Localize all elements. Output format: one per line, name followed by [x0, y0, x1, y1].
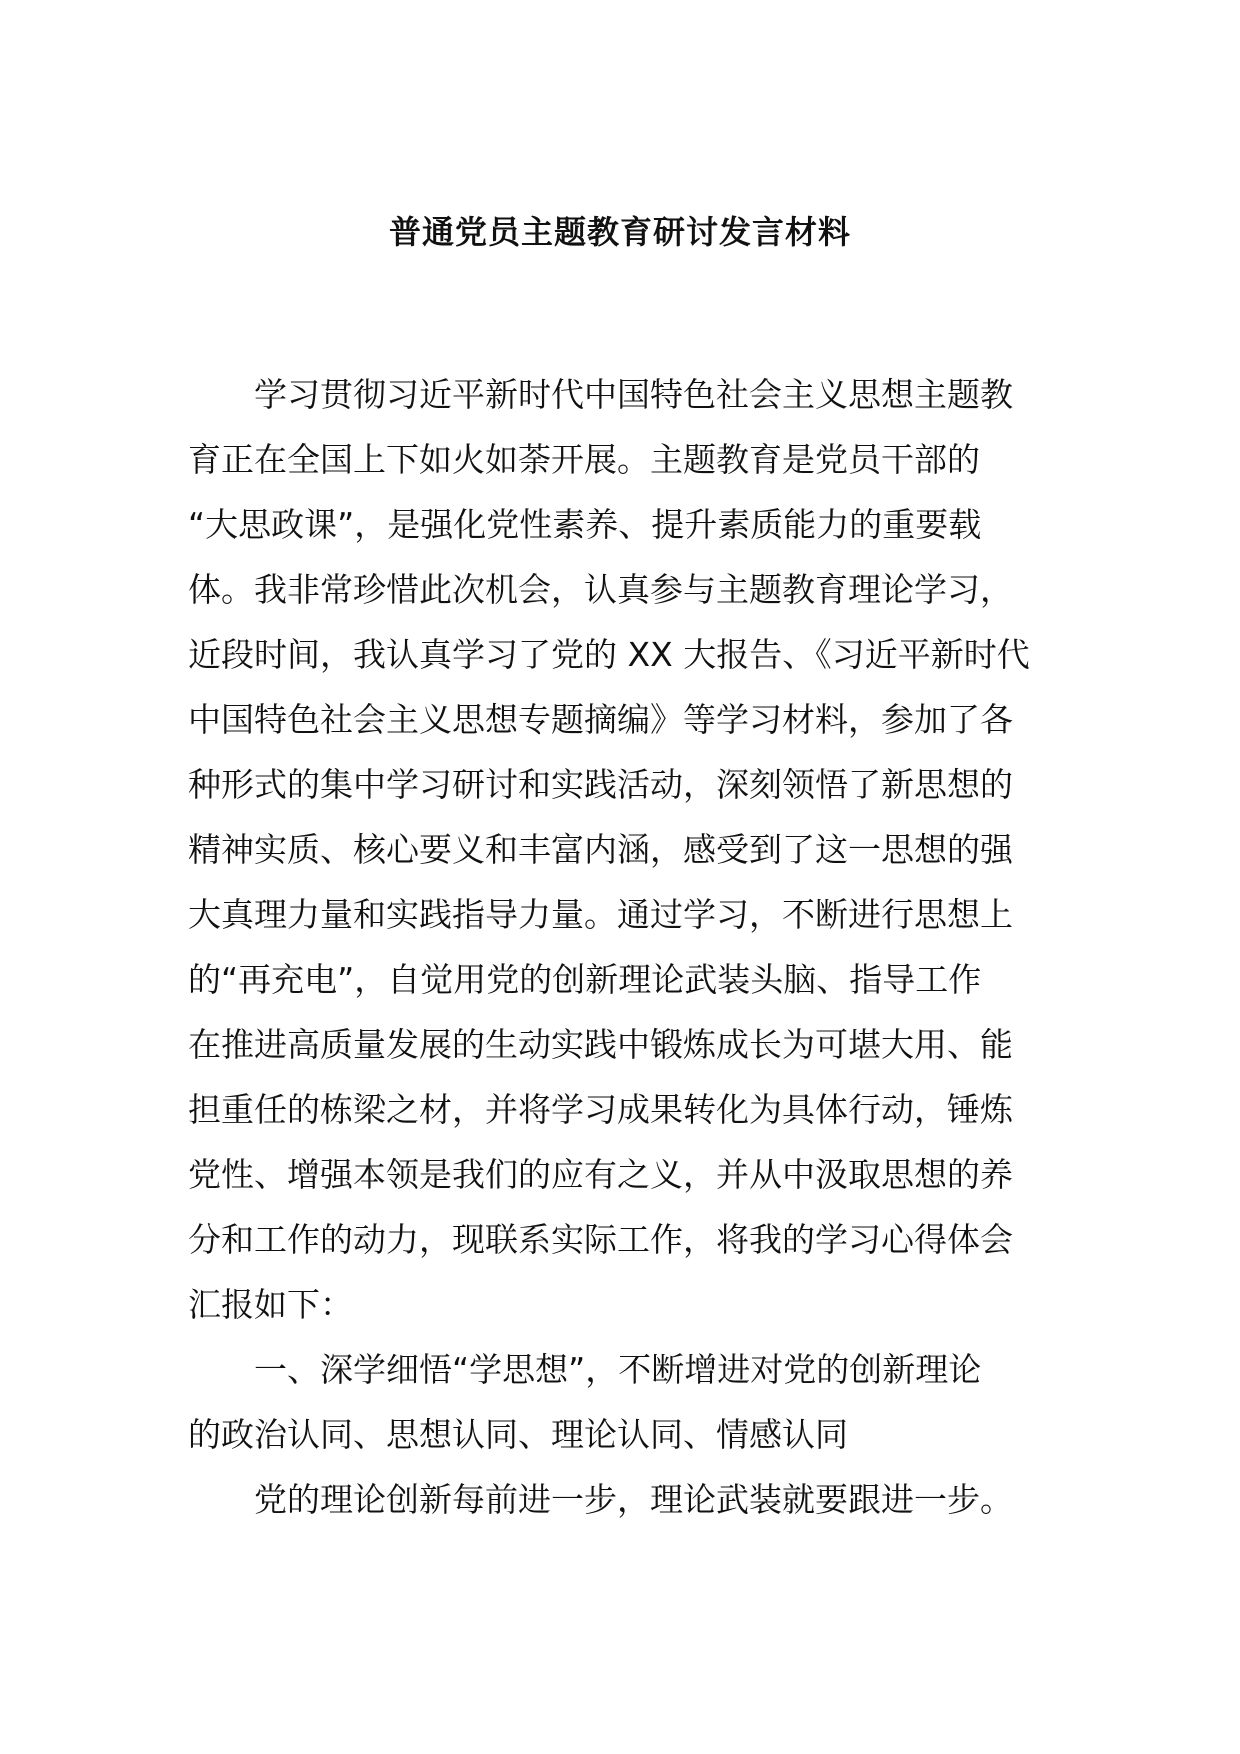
text-line: 大真理力量和实践指导力量。通过学习，不断进行思想上: [188, 895, 1013, 934]
section-heading-line: 的政治认同、思想认同、理论认同、情感认同: [188, 1415, 848, 1454]
text-line: 种形式的集中学习研讨和实践活动，深刻领悟了新思想的: [188, 765, 1013, 804]
text-line: 党的理论创新每前进一步，理论武装就要跟进一步。: [254, 1480, 1013, 1519]
text-line: 育正在全国上下如火如荼开展。主题教育是党员干部的: [188, 440, 980, 479]
section-heading-line: 一、深学细悟“学思想”，不断增进对党的创新理论: [254, 1350, 982, 1389]
text-line: 汇报如下：: [188, 1285, 353, 1324]
text-line: 近段时间，我认真学习了党的 XX 大报告、《习近平新时代: [188, 635, 1030, 674]
text-line: 担重任的栋梁之材，并将学习成果转化为具体行动，锤炼: [188, 1090, 1013, 1129]
text-line: 中国特色社会主义思想专题摘编》等学习材料，参加了各: [188, 700, 1013, 739]
text-line: 分和工作的动力，现联系实际工作，将我的学习心得体会: [188, 1220, 1013, 1259]
text-line: 的“再充电”，自觉用党的创新理论武装头脑、指导工作: [188, 960, 982, 999]
text-line: 在推进高质量发展的生动实践中锻炼成长为可堪大用、能: [188, 1025, 1013, 1064]
document-body: [188, 362, 1054, 1532]
text-line: 学习贯彻习近平新时代中国特色社会主义思想主题教: [254, 375, 1013, 414]
document-title: 普通党员主题教育研讨发言材料: [388, 213, 851, 251]
text-line: “大思政课”，是强化党性素养、提升素质能力的重要载: [188, 505, 982, 544]
text-line: 体。我非常珍惜此次机会，认真参与主题教育理论学习，: [188, 570, 1013, 609]
text-line: 精神实质、核心要义和丰富内涵，感受到了这一思想的强: [188, 830, 1013, 869]
text-line: 党性、增强本领是我们的应有之义，并从中汲取思想的养: [188, 1155, 1013, 1194]
